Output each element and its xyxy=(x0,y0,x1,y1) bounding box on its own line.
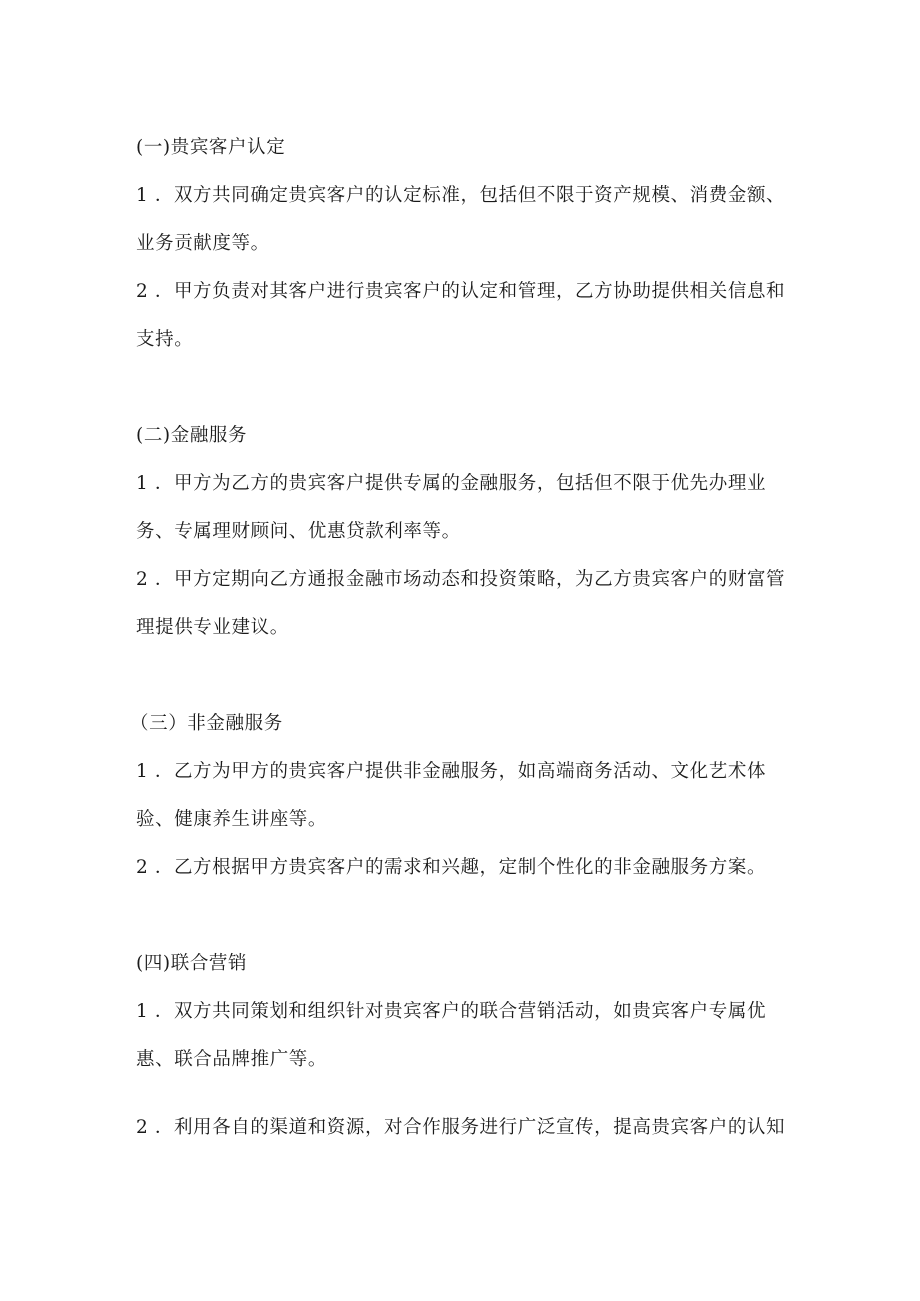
paragraph-line: 2 ．利用各自的渠道和资源，对合作服务进行广泛宣传，提高贵宾客户的认知 xyxy=(136,1117,786,1138)
paragraph-line: 2 ．乙方根据甲方贵宾客户的需求和兴趣，定制个性化的非金融服务方案。 xyxy=(136,857,767,878)
paragraph-line: 验、健康养生讲座等。 xyxy=(136,809,328,830)
paragraph-line: 惠、联合品牌推广等。 xyxy=(136,1049,328,1070)
section-heading-3: （三）非金融服务 xyxy=(130,713,283,734)
paragraph-line: 2 ．甲方定期向乙方通报金融市场动态和投资策略，为乙方贵宾客户的财富管 xyxy=(136,569,786,590)
paragraph-line: 支持。 xyxy=(136,329,194,350)
section-heading-1: (一)贵宾客户认定 xyxy=(136,137,286,158)
section-heading-4: (四)联合营销 xyxy=(136,953,248,974)
paragraph-line: 1 ．双方共同策划和组织针对贵宾客户的联合营销活动，如贵宾客户专属优 xyxy=(136,1001,767,1022)
paragraph-line: 1 ．乙方为甲方的贵宾客户提供非金融服务，如高端商务活动、文化艺术体 xyxy=(136,761,767,782)
paragraph-line: 业务贡献度等。 xyxy=(136,233,270,254)
paragraph-line: 理提供专业建议。 xyxy=(136,617,289,638)
paragraph-line: 务、专属理财顾问、优惠贷款利率等。 xyxy=(136,521,461,542)
section-heading-2: (二)金融服务 xyxy=(136,425,248,446)
paragraph-line: 2 ．甲方负责对其客户进行贵宾客户的认定和管理，乙方协助提供相关信息和 xyxy=(136,281,786,302)
paragraph-line: 1 ．双方共同确定贵宾客户的认定标准，包括但不限于资产规模、消费金额、 xyxy=(136,185,786,206)
paragraph-line: 1 ．甲方为乙方的贵宾客户提供专属的金融服务，包括但不限于优先办理业 xyxy=(136,473,767,494)
